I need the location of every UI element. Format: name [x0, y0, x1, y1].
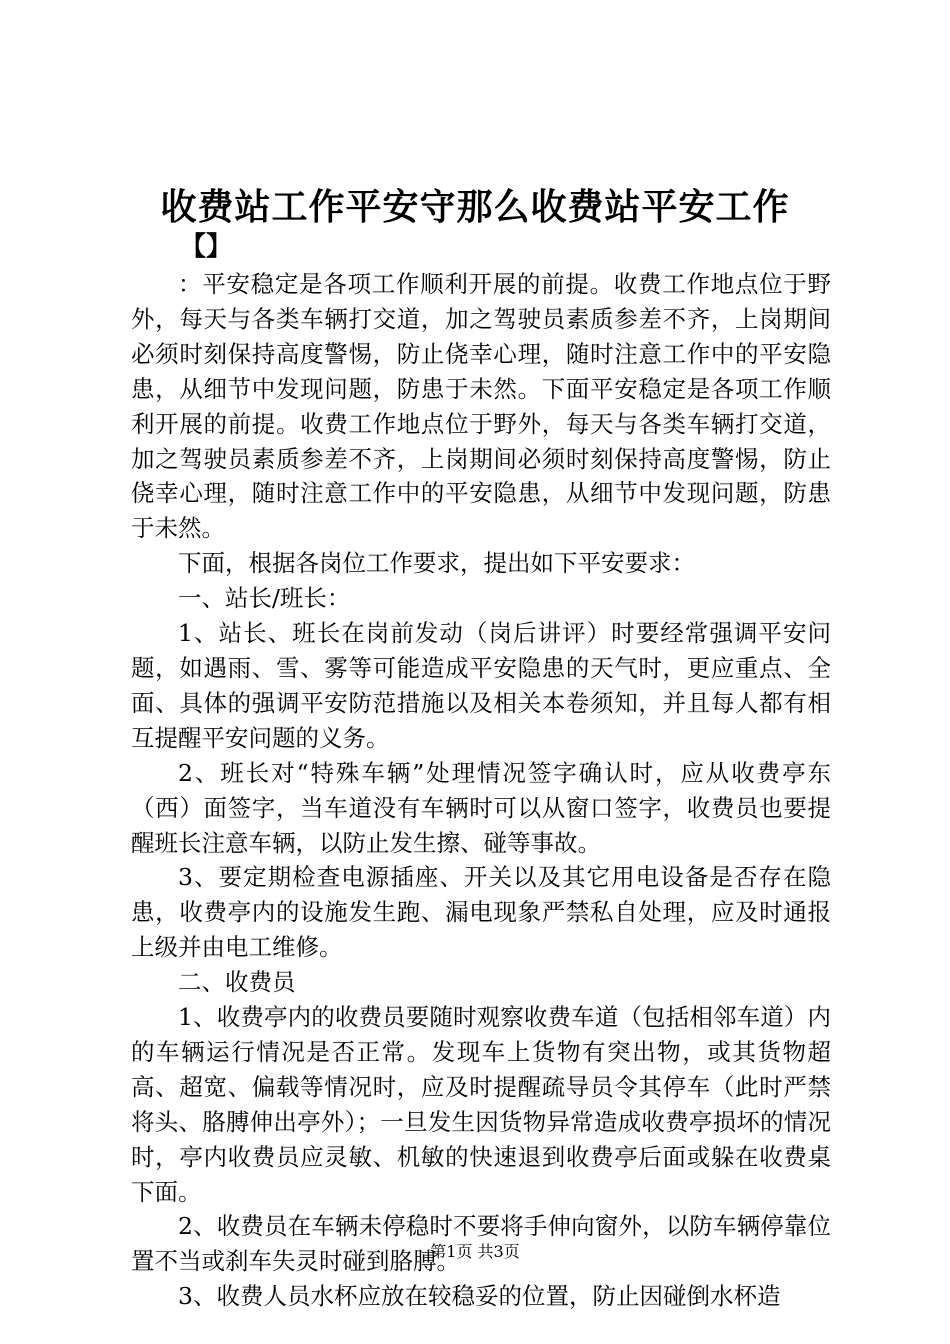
- paragraph-intro: ：平安稳定是各项工作顺利开展的前提。收费工作地点位于野外，每天与各类车辆打交道，加之驾驶员素质参差不齐，上岗期间必须时刻保持高度警惕，防止侥幸心理，随时注意工作中的平安隐患，从细节中发现问题，防患于未然。下面平安稳定是各项工作顺利开展的前提。收费工作地点位于野外，每天与各类车辆打交道，加之驾驶员素质参差不齐，上岗期间必须时刻保持高度警惕，防止侥幸心理，随时注意工作中的平安隐患，从细节中发现问题，防患于未然。: [131, 270, 831, 543]
- paragraph-item: 2、班长对“特殊车辆”处理情况签字确认时，应从收费亭东（西）面签字，当车道没有车辆时可以从窗口签字，收费员也要提醒班长注意车辆，以防止发生擦、碰等事故。: [131, 758, 831, 857]
- paragraph-item: 3、收费人员水杯应放在较稳妥的位置，防止因碰倒水杯造: [178, 1282, 781, 1311]
- paragraph-item: 3、要定期检查电源插座、开关以及其它用电设备是否存在隐患，收费亭内的设施发生跑、漏电现象严禁私自处理，应及时通报上级并由电工维修。: [131, 863, 831, 962]
- page-number-footer: 第1页 共3页: [430, 1242, 520, 1261]
- document-body: [131, 267, 831, 1314]
- section-heading-toll-collector: 二、收费员: [178, 968, 296, 997]
- paragraph-item: 2、收费员在车辆未停稳时不要将手伸向窗外，以防车辆停靠位置不当或刹车失灵时碰到胳膊。: [131, 1212, 831, 1276]
- paragraph-requirements-lead: 下面，根据各岗位工作要求，提出如下平安要求：: [178, 549, 695, 578]
- document-title: 收费站工作平安守那么收费站平安工作: [160, 186, 790, 228]
- paragraph-item: 1、站长、班长在岗前发动（岗后讲评）时要经常强调平安问题，如遇雨、雪、雾等可能造成平安隐患的天气时，更应重点、全面、具体的强调平安防范措施以及相关本卷须知，并且每人都有相互提醒平安问题的义务。: [131, 619, 831, 752]
- section-heading-station-master: 一、站长/班长：: [178, 584, 351, 613]
- document-subtitle: 【】: [180, 232, 233, 262]
- paragraph-item: 1、收费亭内的收费员要随时观察收费车道（包括相邻车道）内的车辆运行情况是否正常。发现车上货物有突出物，或其货物超高、超宽、偏载等情况时，应及时提醒疏导员令其停车（此时严禁将头、胳膊伸出亭外）；一旦发生因货物异常造成收费亭损坏的情况时，亭内收费员应灵敏、机敏的快速退到收费亭后面或躲在收费桌下面。: [131, 1003, 831, 1206]
